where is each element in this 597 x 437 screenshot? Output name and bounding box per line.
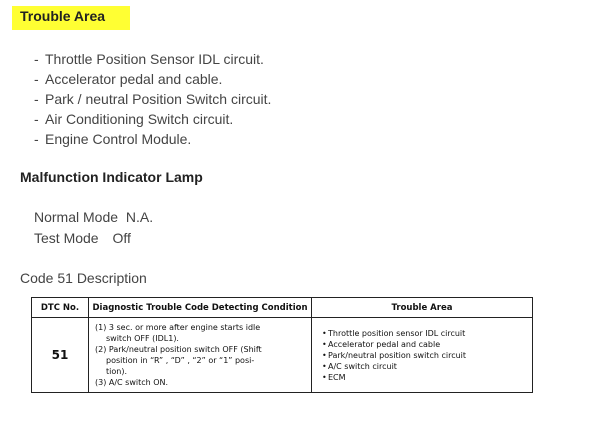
test-mode-label: Test Mode	[34, 230, 99, 246]
area-item: • Throttle position sensor IDL circuit	[322, 328, 524, 339]
area-item: • Park/neutral position switch circuit	[322, 350, 524, 361]
area-item: • ECM	[322, 372, 524, 383]
area-item: • Accelerator pedal and cable	[322, 339, 524, 350]
list-item: - Park / neutral Position Switch circuit.	[34, 89, 271, 109]
condition-line: tion).	[106, 367, 127, 376]
test-mode-row	[34, 230, 131, 246]
normal-mode-value: N.A.	[125, 209, 154, 225]
page-title: Trouble Area	[20, 8, 106, 24]
test-mode-value: Off	[112, 230, 131, 246]
table-header-row	[32, 298, 533, 318]
condition-line: switch OFF (IDL1).	[106, 334, 179, 343]
condition-line: (1) 3 sec. or more after engine starts idle	[95, 323, 261, 332]
condition-cell	[89, 318, 312, 393]
condition-line: (2) Park/neutral position switch OFF (Shift	[95, 345, 262, 354]
dtc-code: 51	[32, 318, 89, 393]
list-item: - Throttle Position Sensor IDL circuit.	[34, 49, 271, 69]
column-header-dtc: DTC No.	[32, 298, 89, 318]
code-description: Code 51 Description	[20, 270, 147, 286]
list-item: - Accelerator pedal and cable.	[34, 69, 271, 89]
list-item: - Air Conditioning Switch circuit.	[34, 109, 271, 129]
trouble-area-list	[34, 49, 271, 149]
mil-heading: Malfunction Indicator Lamp	[20, 169, 203, 185]
table-row	[32, 318, 533, 393]
area-item: • A/C switch circuit	[322, 361, 524, 372]
condition-line: position in “R” , “D” , “2” or “1” posi-	[106, 356, 255, 365]
column-header-condition: Diagnostic Trouble Code Detecting Condition	[89, 298, 312, 318]
dtc-table	[31, 297, 533, 393]
normal-mode-row	[34, 209, 153, 225]
normal-mode-label: Normal Mode	[34, 209, 119, 225]
trouble-area-cell	[312, 318, 533, 393]
list-item: - Engine Control Module.	[34, 129, 271, 149]
condition-line: (3) A/C switch ON.	[95, 378, 169, 387]
column-header-trouble-area: Trouble Area	[312, 298, 533, 318]
